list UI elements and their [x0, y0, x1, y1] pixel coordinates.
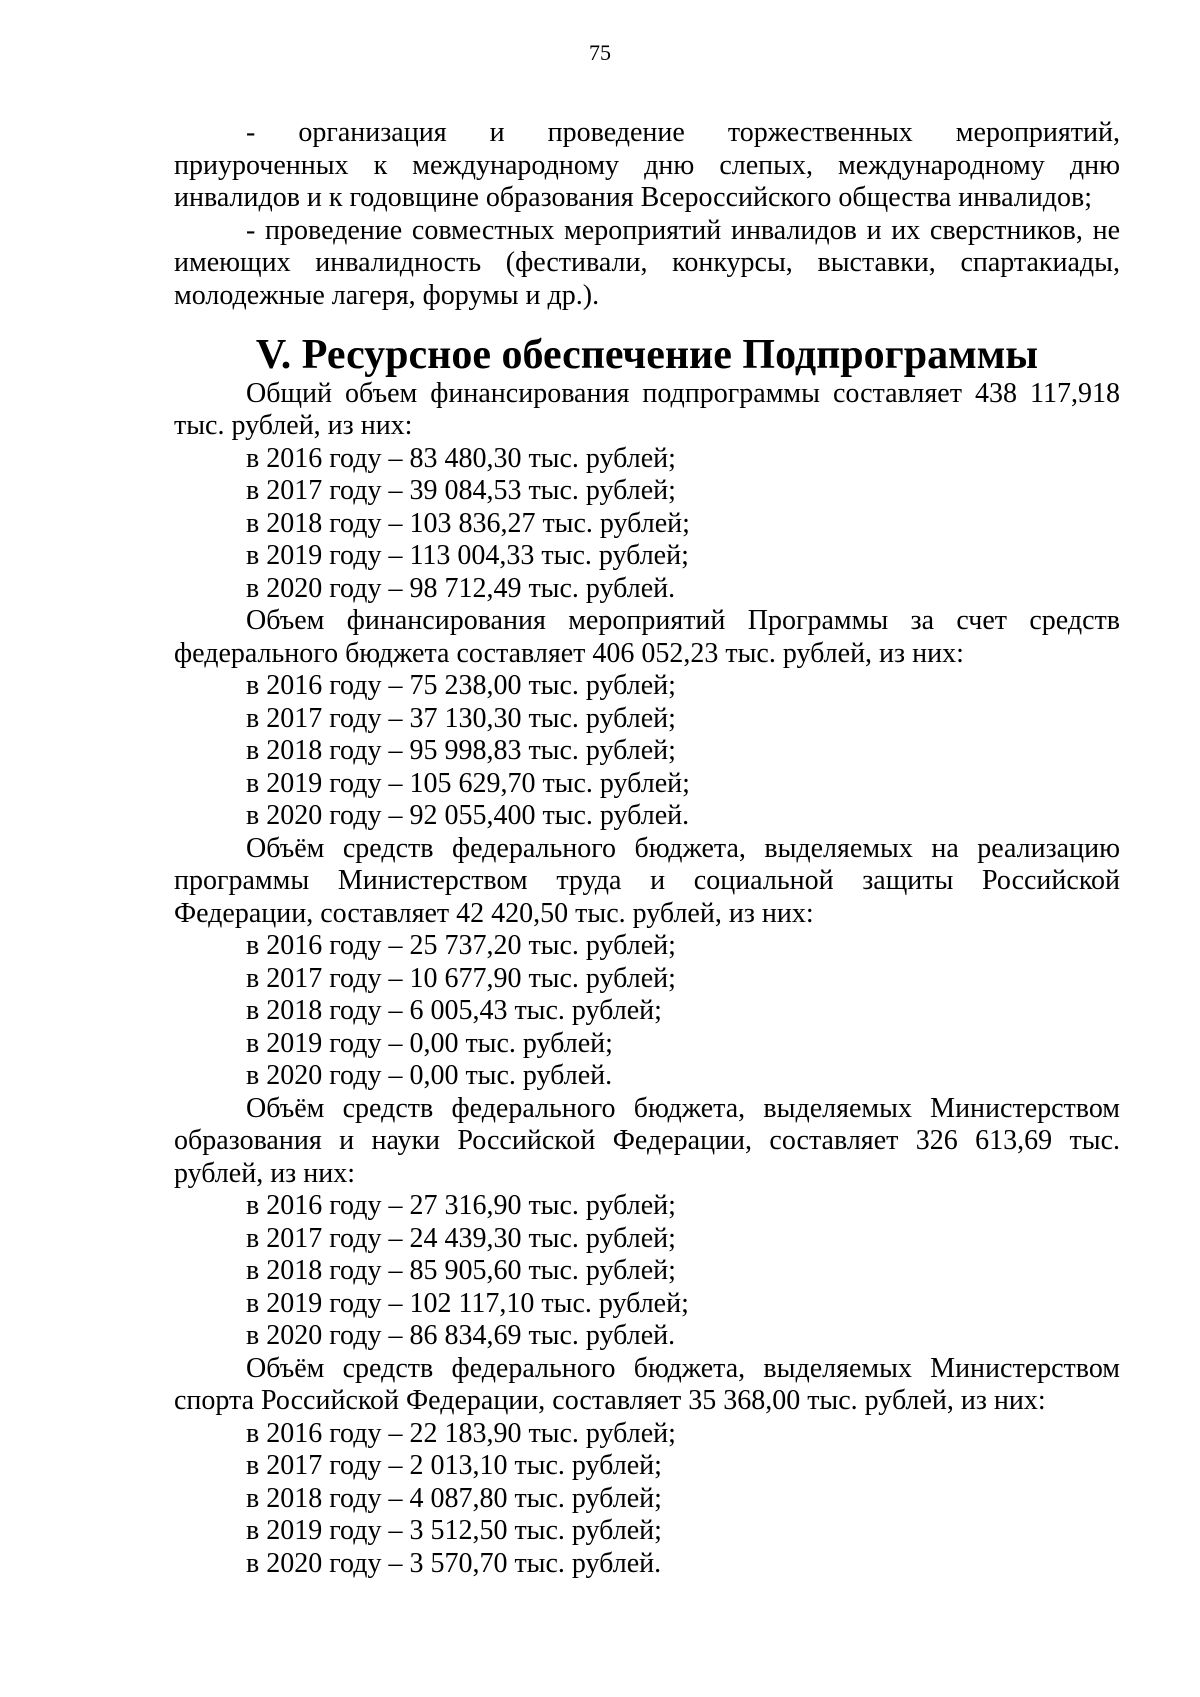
- section-title: V. Ресурсное обеспечение Подпрограммы: [255, 332, 1039, 378]
- funding-year-line: в 2019 году – 0,00 тыс. рублей;: [246, 1027, 613, 1059]
- intro-item-ceremonies: - организация и проведение торжественных мероприятий, приуроченных к международному дню слепых, международному дню инвалидов и к годовщине образования Всероссийского общества инвалидов;: [174, 117, 1120, 213]
- funding-year-line: в 2019 году – 105 629,70 тыс. рублей;: [246, 767, 690, 799]
- funding-year-line: в 2020 году – 92 055,400 тыс. рублей.: [246, 800, 690, 831]
- funding-year-line: в 2020 году – 98 712,49 тыс. рублей.: [246, 572, 676, 604]
- funding-block-sport-ministry: [174, 1353, 1120, 1581]
- funding-block-intro: Объем финансирования мероприятий Программы за счет средств федерального бюджета составляет 406 052,23 тыс. рублей, из них:: [174, 605, 1120, 669]
- funding-year-line: в 2017 году – 10 677,90 тыс. рублей;: [246, 962, 676, 994]
- funding-year-line: в 2018 году – 6 005,43 тыс. рублей;: [246, 995, 662, 1026]
- funding-year-line: в 2018 году – 95 998,83 тыс. рублей;: [246, 735, 676, 766]
- funding-year-line: в 2017 году – 37 130,30 тыс. рублей;: [246, 702, 676, 734]
- funding-block-labour-ministry: [174, 833, 1120, 1093]
- funding-block-intro: Объём средств федерального бюджета, выделяемых на реализацию программы Министерством труда и социальной защиты Российской Федерации, составляет 42 420,50 тыс. рублей, из них:: [174, 832, 1120, 929]
- funding-year-line: в 2017 году – 24 439,30 тыс. рублей;: [246, 1222, 676, 1254]
- page-number: 75: [589, 40, 611, 65]
- funding-year-line: в 2016 году – 25 737,20 тыс. рублей;: [246, 930, 676, 961]
- funding-year-line: в 2018 году – 103 836,27 тыс. рублей;: [246, 507, 690, 539]
- funding-block-intro: Объём средств федерального бюджета, выделяемых Министерством спорта Российской Федерации, составляет 35 368,00 тыс. рублей, из них:: [174, 1352, 1120, 1416]
- funding-block-education-ministry: [174, 1093, 1120, 1353]
- funding-year-line: в 2016 году – 27 316,90 тыс. рублей;: [246, 1190, 676, 1221]
- funding-block-federal: [174, 605, 1120, 833]
- funding-year-line: в 2020 году – 86 834,69 тыс. рублей.: [246, 1320, 676, 1351]
- funding-year-line: в 2018 году – 85 905,60 тыс. рублей;: [246, 1255, 676, 1286]
- page-content: [174, 117, 1120, 1580]
- funding-year-line: в 2016 году – 75 238,00 тыс. рублей;: [246, 670, 676, 701]
- funding-block-intro: Объём средств федерального бюджета, выделяемых Министерством образования и науки Российской Федерации, составляет 326 613,69 тыс. рублей, из них:: [174, 1092, 1120, 1189]
- funding-year-line: в 2017 году – 39 084,53 тыс. рублей;: [246, 475, 676, 506]
- funding-block-intro: Общий объем финансирования подпрограммы составляет 438 117,918 тыс. рублей, из них:: [174, 377, 1120, 441]
- funding-year-line: в 2020 году – 3 570,70 тыс. рублей.: [246, 1547, 662, 1579]
- funding-year-line: в 2017 году – 2 013,10 тыс. рублей;: [246, 1450, 662, 1481]
- funding-block-total: [174, 378, 1120, 606]
- funding-year-line: в 2016 году – 22 183,90 тыс. рублей;: [246, 1417, 676, 1449]
- intro-item-joint-events: - проведение совместных мероприятий инвалидов и их сверстников, не имеющих инвалидность (фестивали, конкурсы, выставки, спартакиады, молодежные лагеря, форумы и др.).: [174, 214, 1120, 311]
- funding-year-line: в 2016 году – 83 480,30 тыс. рублей;: [246, 442, 676, 474]
- funding-year-line: в 2019 году – 3 512,50 тыс. рублей;: [246, 1515, 662, 1546]
- funding-year-line: в 2019 году – 102 117,10 тыс. рублей;: [246, 1287, 689, 1319]
- funding-year-line: в 2020 году – 0,00 тыс. рублей.: [246, 1060, 613, 1091]
- funding-year-line: в 2019 году – 113 004,33 тыс. рублей;: [246, 540, 689, 571]
- funding-year-line: в 2018 году – 4 087,80 тыс. рублей;: [246, 1482, 662, 1514]
